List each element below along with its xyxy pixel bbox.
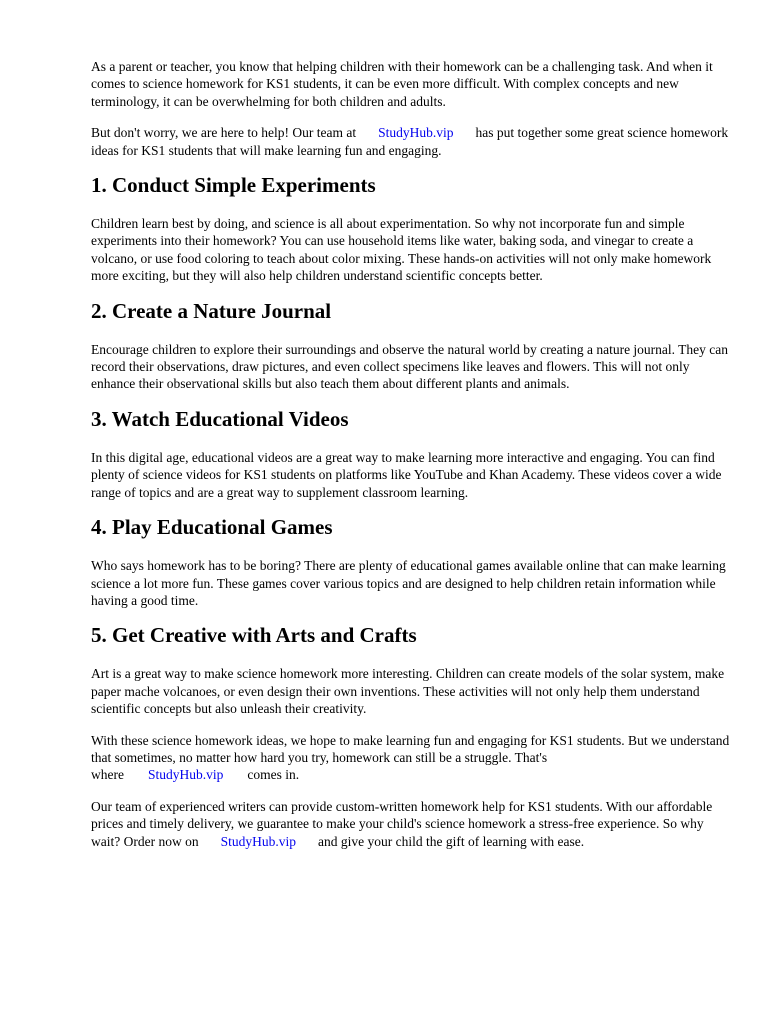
intro-text-after-link: has put together some great science homework ideas for KS1 students that will make learning fun and engaging.: [91, 125, 729, 158]
studyhub-link[interactable]: StudyHub.vip: [220, 833, 296, 849]
closing-paragraph-1: [91, 732, 731, 784]
closing-1-text-after-link: comes in.: [247, 767, 300, 783]
closing-2-text-before-link: Our team of experienced writers can provide custom-written homework help for KS1 students. With our affordable prices and timely delivery, we guarantee to make your child's science homework a stress-free experience. So why wait? Order now on: [91, 798, 713, 849]
section-heading-nature-journal: 2. Create a Nature Journal: [91, 298, 332, 323]
closing-1-text-before-link: With these science homework ideas, we hope to make learning fun and engaging for KS1 students. But we understand that sometimes, no matter how hard you try, homework can still be a struggle. That's where: [91, 732, 730, 783]
intro-paragraph-2: [91, 124, 731, 159]
studyhub-link[interactable]: StudyHub.vip: [147, 767, 224, 783]
section-heading-experiments: 1. Conduct Simple Experiments: [91, 173, 376, 198]
section-body-nature-journal: Encourage children to explore their surroundings and observe the natural world by creating a nature journal. They can record their observations, draw pictures, and even collect specimens like leaves and flowers. This will not only enhance their observational skills but also teach them about different plants and animals.: [91, 341, 729, 392]
studyhub-link[interactable]: StudyHub.vip: [378, 125, 454, 141]
section-body-games: Who says homework has to be boring? There are plenty of educational games available online that can make learning science a lot more fun. These games cover various topics and are designed to help children retain information while having a good time.: [91, 558, 726, 608]
intro-text-before-link: But don't worry, we are here to help! Our team at: [91, 125, 357, 141]
closing-paragraph-2: [91, 798, 731, 850]
section-body-videos: In this digital age, educational videos are a great way to make learning more interactive and engaging. You can find plenty of science videos for KS1 students on platforms like YouTube and Khan Academy. These videos cover a wide range of topics and are a great way to supplement classroom learning.: [91, 449, 722, 500]
section-body-arts-crafts: Art is a great way to make science homework more interesting. Children can create models of the solar system, make paper mache volcanoes, or even design their own inventions. These activities will not only help them understand scientific concepts but also unleash their creativity.: [91, 666, 725, 717]
section-heading-games: 4. Play Educational Games: [91, 515, 333, 540]
document-page: [91, 58, 731, 864]
closing-2-text-after-link: and give your child the gift of learning with ease.: [317, 833, 585, 849]
section-body-experiments: Children learn best by doing, and science is all about experimentation. So why not incorporate fun and simple experiments into their homework? You can use household items like water, baking soda, and vinegar to create a volcano, or use food coloring to teach about color mixing. These hands-on activities will not only make homework more exciting, but they will also help children understand scientific concepts better.: [91, 216, 712, 284]
section-heading-videos: 3. Watch Educational Videos: [91, 406, 349, 431]
intro-paragraph-1: As a parent or teacher, you know that helping children with their homework can be a challenging task. And when it comes to science homework for KS1 students, it can be even more difficult. With complex concepts and new terminology, it can be overwhelming for both children and adults.: [91, 59, 713, 109]
section-heading-arts-crafts: 5. Get Creative with Arts and Crafts: [91, 623, 417, 648]
